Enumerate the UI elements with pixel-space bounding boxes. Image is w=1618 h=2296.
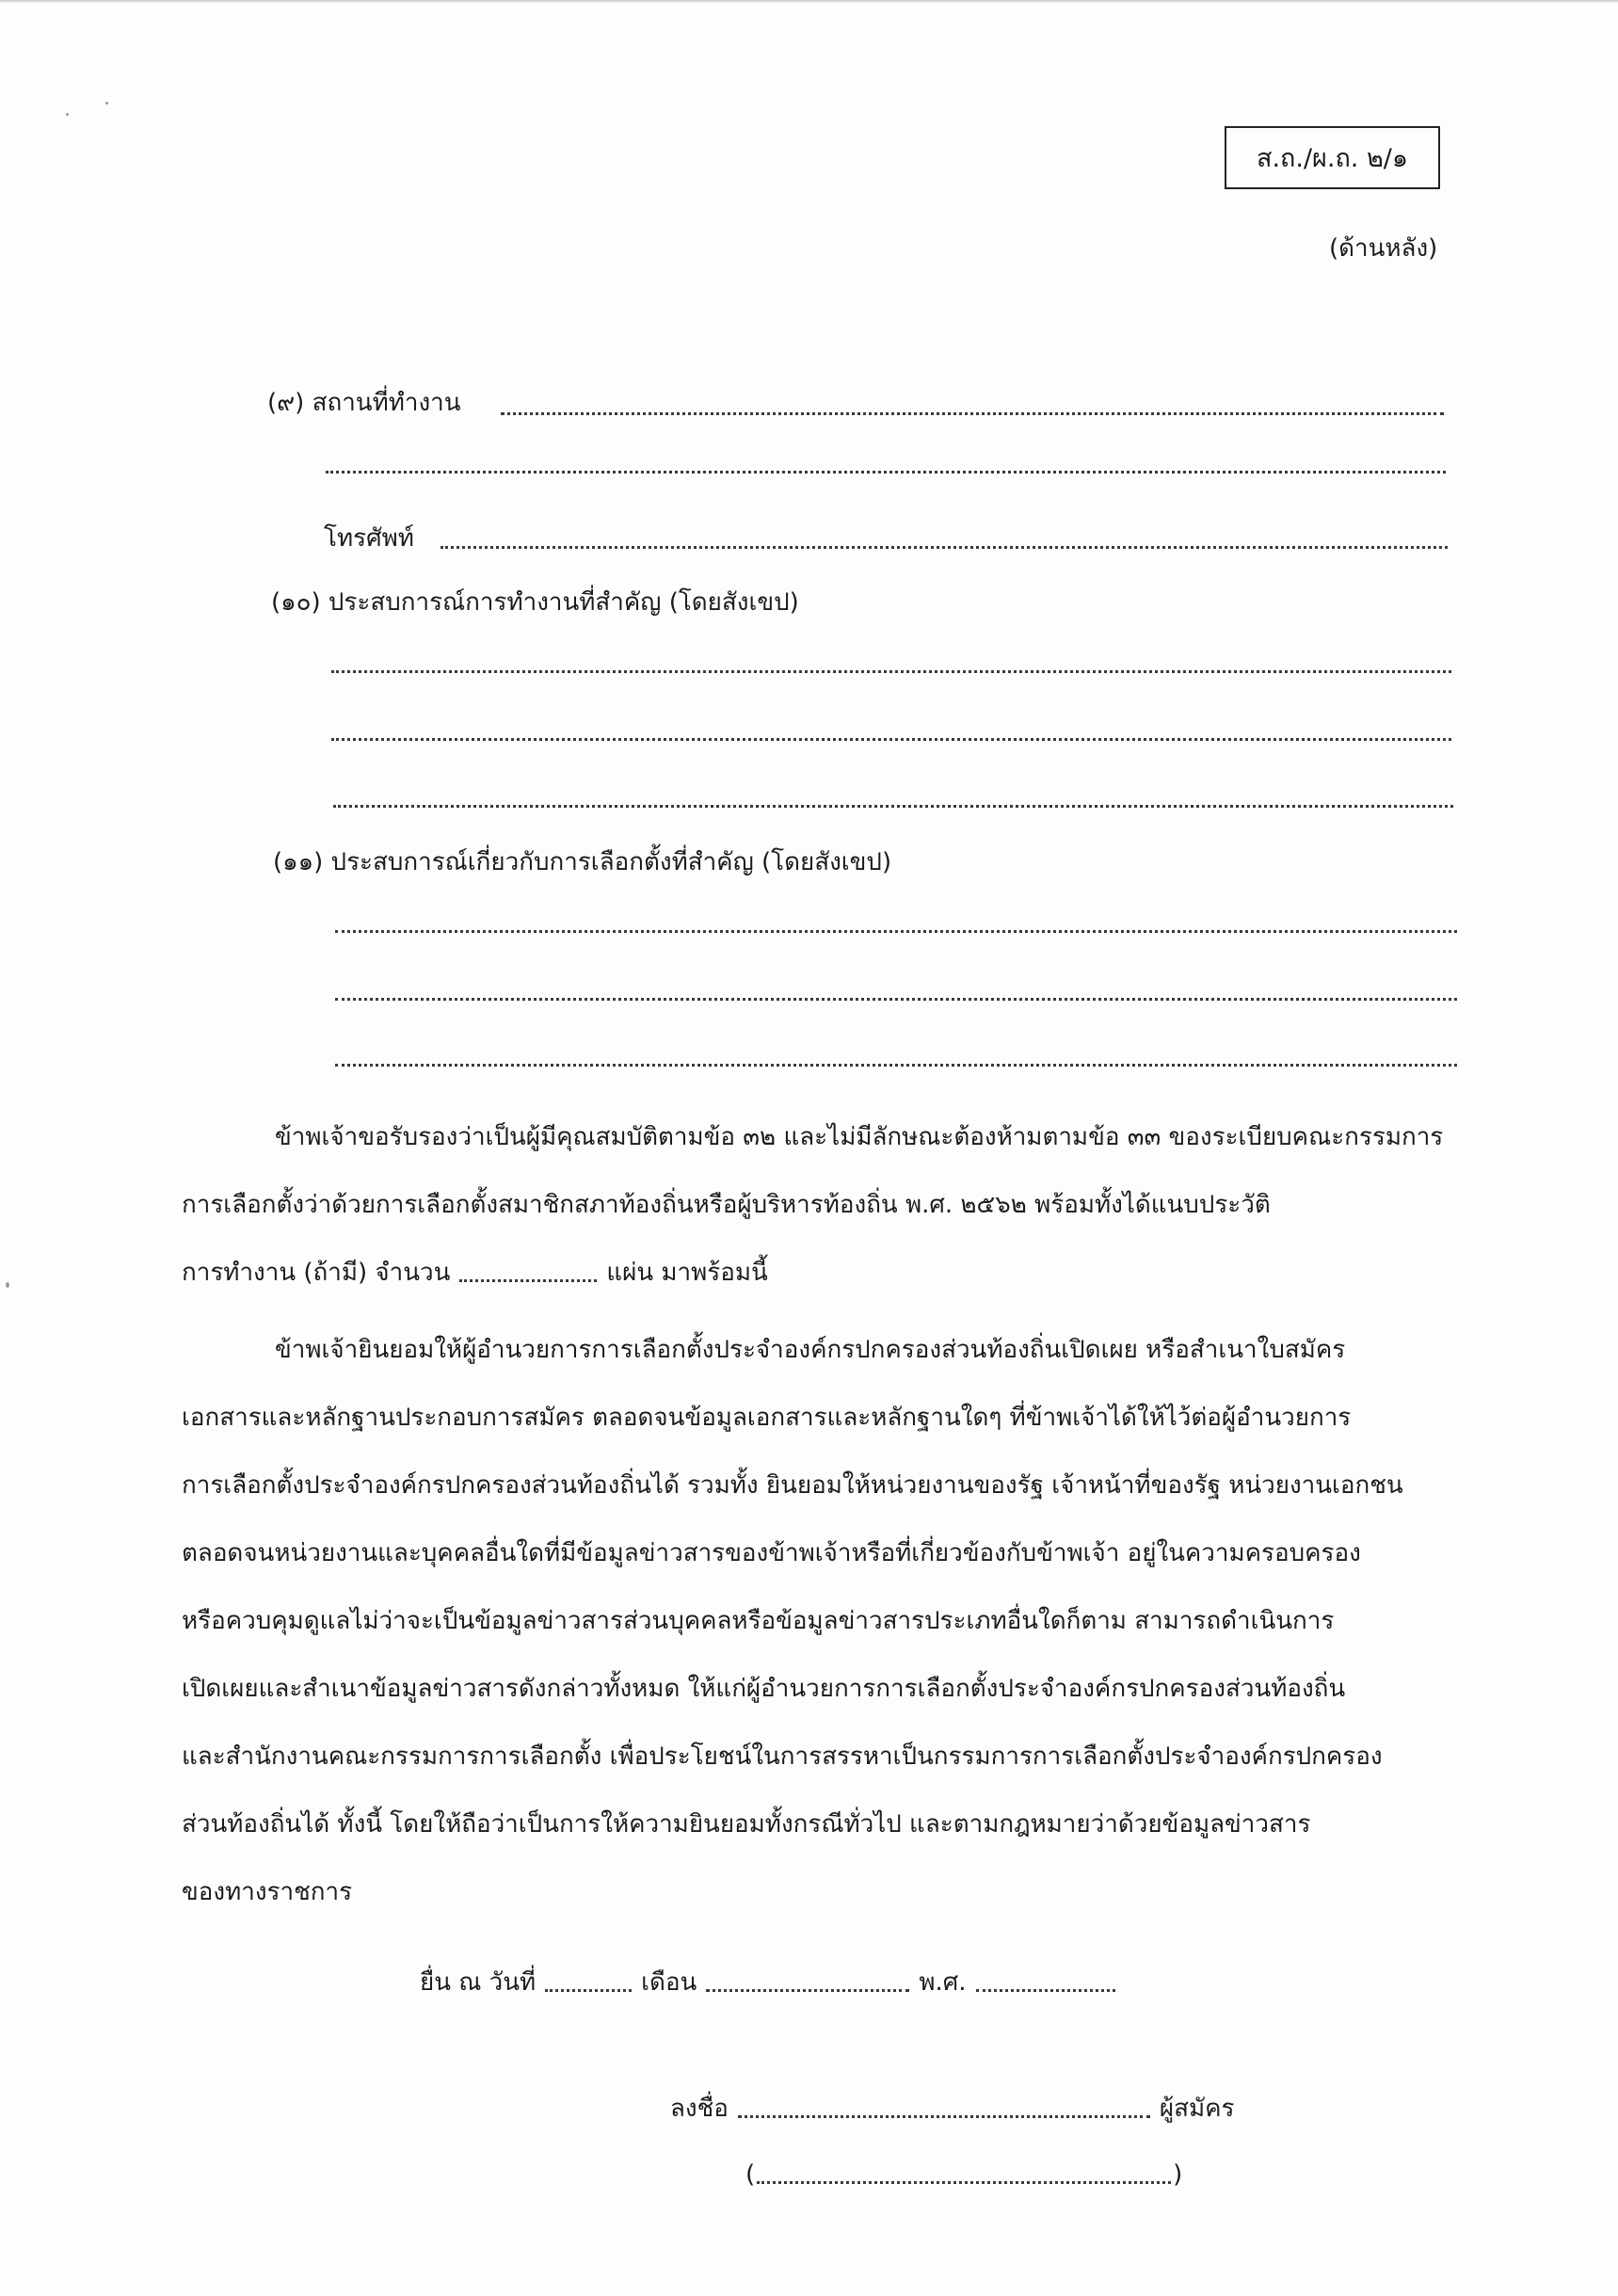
day-label: ยื่น ณ วันที่ — [420, 1968, 537, 1997]
consent-line-8: ส่วนท้องถิ่นได้ ทั้งนี้ โดยให้ถือว่าเป็นการให้ความยินยอมทั้งกรณีทั่วไป และตามกฎหมายว่าด้วยข้อมูลข่าวสาร — [182, 1810, 1311, 1838]
phone-field[interactable] — [441, 546, 1448, 549]
consent-line-4: ตลอดจนหน่วยงานและบุคคลอื่นใดที่มีข้อมูลข่าวสารของข้าพเจ้าหรือที่เกี่ยวข้องกับข้าพเจ้า อยู่ในความครอบครอง — [182, 1539, 1361, 1567]
workplace-field-line-1[interactable] — [501, 412, 1444, 415]
scan-edge — [0, 0, 1618, 3]
year-field[interactable] — [976, 1989, 1115, 1992]
election-experience-line-1[interactable] — [335, 930, 1457, 933]
applicant-label: ผู้สมัคร — [1159, 2095, 1235, 2123]
work-experience-line-2[interactable] — [331, 738, 1451, 741]
page-count-label: การทำงาน (ถ้ามี) จำนวน — [182, 1259, 451, 1287]
consent-line-5: หรือควบคุมดูแลไม่ว่าจะเป็นข้อมูลข่าวสารส่วนบุคคลหรือข้อมูลข่าวสารประเภทอื่นใดก็ตาม สามารถดำเนินการ — [182, 1607, 1335, 1635]
consent-line-2: เอกสารและหลักฐานประกอบการสมัคร ตลอดจนข้อมูลเอกสารและหลักฐานใดๆ ที่ข้าพเจ้าได้ให้ไว้ต่อผู้อำนวยการ — [182, 1404, 1352, 1432]
printed-name-row — [745, 2158, 1182, 2192]
consent-line-9: ของทางราชการ — [182, 1878, 353, 1906]
scan-speck — [66, 113, 69, 116]
page-count-suffix: แผ่น มาพร้อมนี้ — [606, 1259, 768, 1287]
phone-label: โทรศัพท์ — [324, 524, 414, 553]
election-experience-line-2[interactable] — [335, 998, 1457, 1001]
close-paren: ) — [1173, 2160, 1183, 2189]
certification-line-1: ข้าพเจ้าขอรับรองว่าเป็นผู้มีคุณสมบัติตามข้อ ๓๒ และไม่มีลักษณะต้องห้ามตามข้อ ๓๓ ของระเบียบคณะกรรมการ — [275, 1123, 1444, 1151]
scan-speck — [105, 102, 108, 104]
month-field[interactable] — [706, 1989, 909, 1992]
certification-line-3 — [182, 1256, 768, 1290]
submission-date-row — [420, 1966, 1125, 1999]
page-count-field[interactable] — [459, 1279, 597, 1282]
workplace-label: (๙) สถานที่ทำงาน — [267, 389, 461, 417]
signature-field[interactable] — [738, 2115, 1150, 2118]
consent-line-6: เปิดเผยและสำเนาข้อมูลข่าวสารดังกล่าวทั้งหมด ให้แก่ผู้อำนวยการการเลือกตั้งประจำองค์กรปกครองส่วนท้องถิ่น — [182, 1675, 1346, 1703]
year-label: พ.ศ. — [919, 1968, 967, 1997]
open-paren: ( — [745, 2160, 756, 2189]
certification-line-2: การเลือกตั้งว่าด้วยการเลือกตั้งสมาชิกสภาท้องถิ่นหรือผู้บริหารท้องถิ่น พ.ศ. ๒๕๖๒ พร้อมทั้งได้แนบประวัติ — [182, 1191, 1271, 1219]
printed-name-field[interactable] — [757, 2181, 1171, 2184]
form-code-box — [1225, 126, 1440, 189]
back-side-note: (ด้านหลัง) — [1329, 234, 1438, 263]
month-label: เดือน — [641, 1968, 697, 1997]
consent-line-1: ข้าพเจ้ายินยอมให้ผู้อำนวยการการเลือกตั้งประจำองค์กรปกครองส่วนท้องถิ่นเปิดเผย หรือสำเนาใบสมัคร — [275, 1336, 1346, 1364]
work-experience-label: (๑๐) ประสบการณ์การทำงานที่สำคัญ (โดยสังเขป) — [271, 588, 799, 617]
work-experience-line-3[interactable] — [333, 805, 1453, 808]
signature-row — [670, 2092, 1235, 2126]
day-field[interactable] — [545, 1989, 632, 1992]
election-experience-line-3[interactable] — [335, 1064, 1457, 1067]
work-experience-line-1[interactable] — [331, 670, 1451, 673]
election-experience-label: (๑๑) ประสบการณ์เกี่ยวกับการเลือกตั้งที่สำคัญ (โดยสังเขป) — [273, 848, 892, 876]
form-code: ส.ถ./ผ.ถ. ๒/๑ — [1256, 144, 1409, 173]
scan-speck — [6, 1282, 9, 1288]
consent-line-7: และสำนักงานคณะกรรมการการเลือกตั้ง เพื่อประโยชน์ในการสรรหาเป็นกรรมการการเลือกตั้งประจำองค์กรปกครอง — [182, 1742, 1383, 1771]
workplace-field-line-2[interactable] — [326, 471, 1446, 474]
signature-label: ลงชื่อ — [670, 2095, 729, 2123]
consent-line-3: การเลือกตั้งประจำองค์กรปกครองส่วนท้องถิ่นได้ รวมทั้ง ยินยอมให้หน่วยงานของรัฐ เจ้าหน้าที่ของรัฐ หน่วยงานเอกชน — [182, 1471, 1403, 1500]
